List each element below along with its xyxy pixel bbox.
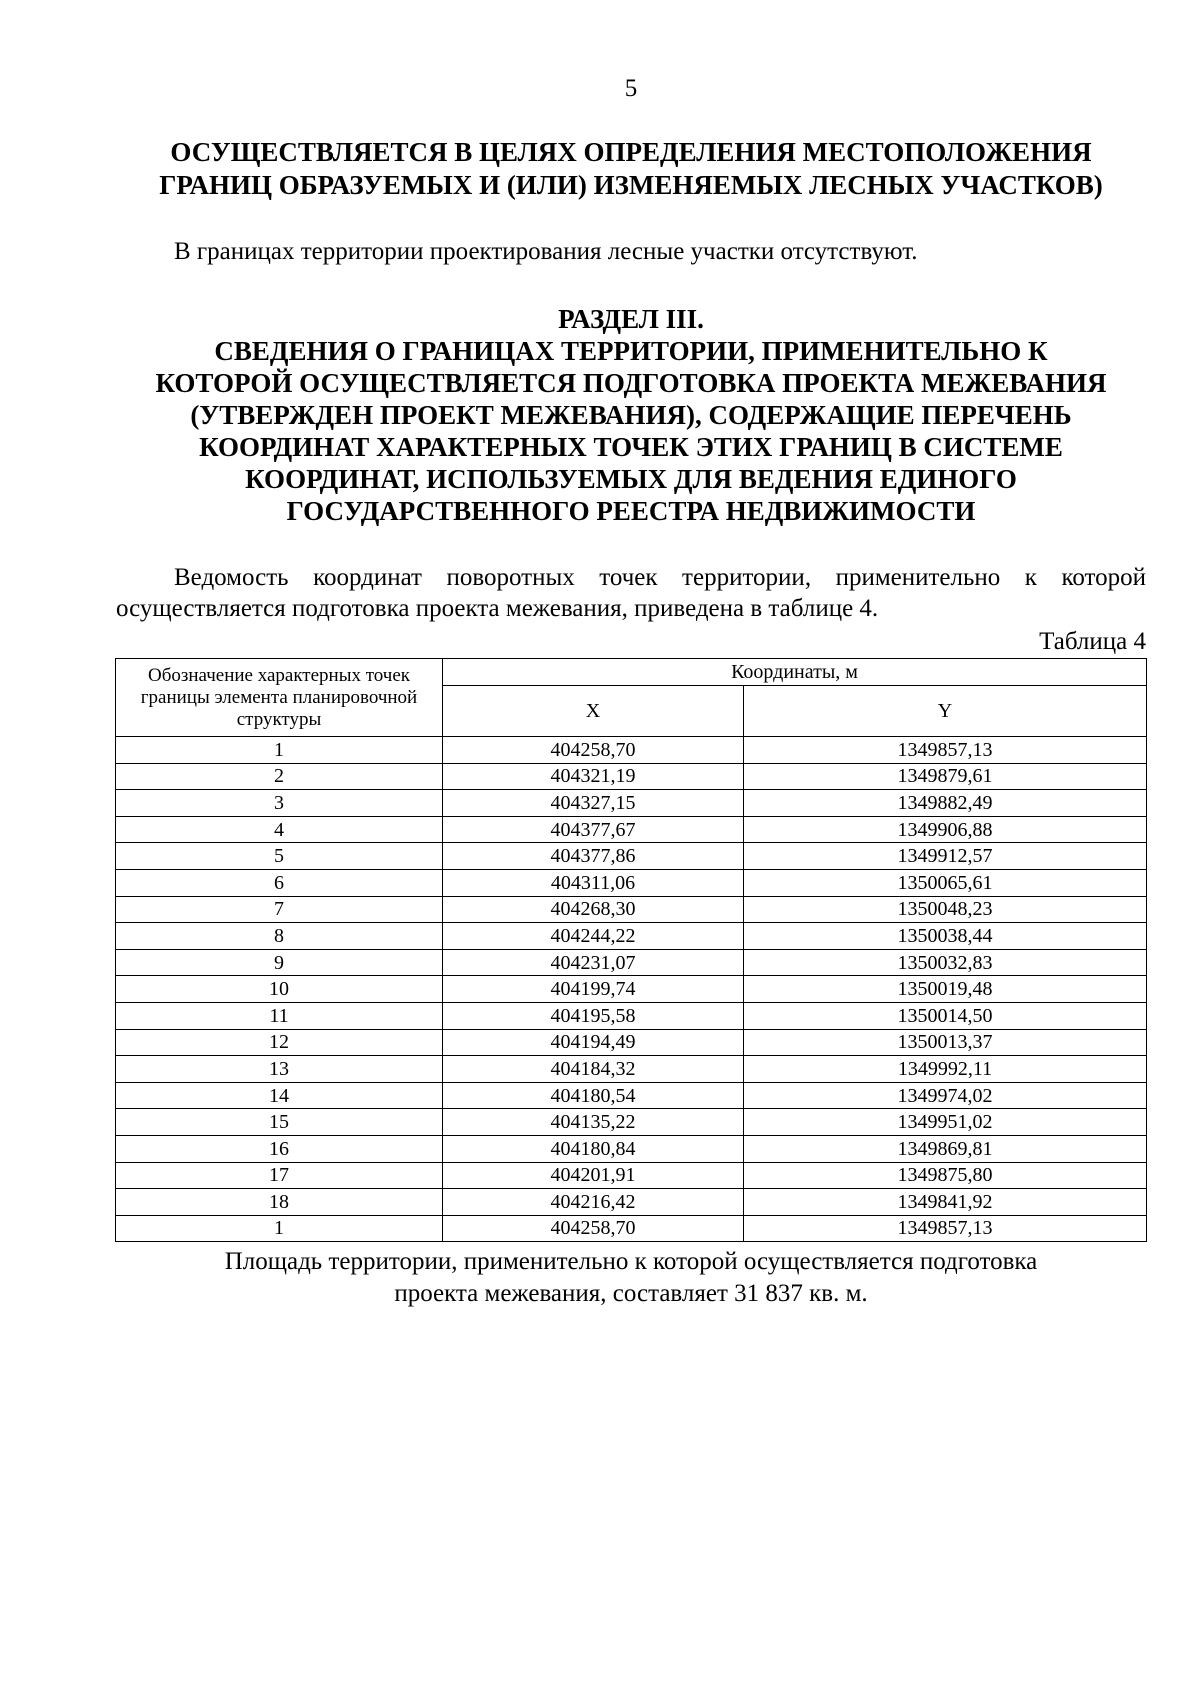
table-row xyxy=(116,1082,1147,1109)
point-number-cell: 1 xyxy=(116,737,443,764)
x-coordinate-cell: 404195,58 xyxy=(443,1002,744,1029)
section-heading-continued xyxy=(120,136,1142,202)
y-coordinate-cell: 1349841,92 xyxy=(744,1189,1147,1216)
x-coordinate-cell: 404377,86 xyxy=(443,843,744,870)
x-coordinate-cell: 404377,67 xyxy=(443,816,744,843)
table-row xyxy=(116,1002,1147,1029)
area-paragraph xyxy=(120,1246,1142,1310)
x-coordinate-cell: 404199,74 xyxy=(443,976,744,1003)
x-coordinate-cell: 404180,84 xyxy=(443,1135,744,1162)
x-coordinate-cell: 404216,42 xyxy=(443,1189,744,1216)
paragraph-line: осуществляется подготовка проекта межевания, приведена в таблице 4. xyxy=(116,595,879,622)
x-coordinate-cell: 404231,07 xyxy=(443,949,744,976)
heading-line: РАЗДЕЛ III. xyxy=(558,304,704,334)
x-coordinate-cell: 404244,22 xyxy=(443,923,744,950)
table-row xyxy=(116,843,1147,870)
point-number-cell: 5 xyxy=(116,843,443,870)
y-coordinate-cell: 1350013,37 xyxy=(744,1029,1147,1056)
heading-line: СВЕДЕНИЯ О ГРАНИЦАХ ТЕРРИТОРИИ, ПРИМЕНИТЕЛЬНО К xyxy=(214,336,1048,366)
point-number-cell: 8 xyxy=(116,923,443,950)
heading-line: КООРДИНАТ, ИСПОЛЬЗУЕМЫХ ДЛЯ ВЕДЕНИЯ ЕДИНОГО xyxy=(245,464,1017,494)
table-row xyxy=(116,816,1147,843)
coordinates-intro-paragraph xyxy=(116,562,1146,624)
table-row xyxy=(116,1215,1147,1242)
page-number: 5 xyxy=(624,75,638,102)
table-row xyxy=(116,976,1147,1003)
table-row xyxy=(116,790,1147,817)
table-row xyxy=(116,1135,1147,1162)
y-coordinate-cell: 1349882,49 xyxy=(744,790,1147,817)
heading-line: КООРДИНАТ ХАРАКТЕРНЫХ ТОЧЕК ЭТИХ ГРАНИЦ В СИСТЕМЕ xyxy=(199,432,1063,462)
table-caption: Таблица 4 xyxy=(1039,628,1146,655)
x-coordinate-cell: 404321,19 xyxy=(443,763,744,790)
point-number-cell: 13 xyxy=(116,1056,443,1083)
section-iii-heading xyxy=(120,303,1142,527)
table-row xyxy=(116,737,1147,764)
y-coordinate-cell: 1350038,44 xyxy=(744,923,1147,950)
x-coordinate-cell: 404311,06 xyxy=(443,869,744,896)
point-number-cell: 9 xyxy=(116,949,443,976)
paragraph-line: Площадь территории, применительно к которой осуществляется подготовка xyxy=(224,1248,1038,1275)
table-row xyxy=(116,1056,1147,1083)
table-row xyxy=(116,1029,1147,1056)
y-coordinate-cell: 1350014,50 xyxy=(744,1002,1147,1029)
forest-plots-paragraph: В границах территории проектирования лесные участки отсутствуют. xyxy=(174,238,918,265)
table-row xyxy=(116,1189,1147,1216)
table-row xyxy=(116,869,1147,896)
x-coordinate-cell: 404194,49 xyxy=(443,1029,744,1056)
table-row xyxy=(116,896,1147,923)
point-number-cell: 2 xyxy=(116,763,443,790)
header-coordinates: Координаты, м xyxy=(443,659,1147,686)
header-y: Y xyxy=(744,686,1147,737)
paragraph-line: Ведомость координат поворотных точек территории, применительно к которой xyxy=(174,564,1146,591)
point-number-cell: 4 xyxy=(116,816,443,843)
x-coordinate-cell: 404258,70 xyxy=(443,1215,744,1242)
table-row xyxy=(116,1162,1147,1189)
x-coordinate-cell: 404201,91 xyxy=(443,1162,744,1189)
heading-line: (УТВЕРЖДЕН ПРОЕКТ МЕЖЕВАНИЯ), СОДЕРЖАЩИЕ ПЕРЕЧЕНЬ xyxy=(190,400,1072,430)
x-coordinate-cell: 404180,54 xyxy=(443,1082,744,1109)
header-x: X xyxy=(443,686,744,737)
x-coordinate-cell: 404327,15 xyxy=(443,790,744,817)
y-coordinate-cell: 1349875,80 xyxy=(744,1162,1147,1189)
y-coordinate-cell: 1349912,57 xyxy=(744,843,1147,870)
x-coordinate-cell: 404258,70 xyxy=(443,737,744,764)
x-coordinate-cell: 404268,30 xyxy=(443,896,744,923)
heading-line: ОСУЩЕСТВЛЯЕТСЯ В ЦЕЛЯХ ОПРЕДЕЛЕНИЯ МЕСТОПОЛОЖЕНИЯ xyxy=(170,137,1092,167)
y-coordinate-cell: 1350065,61 xyxy=(744,869,1147,896)
point-number-cell: 11 xyxy=(116,1002,443,1029)
point-number-cell: 14 xyxy=(116,1082,443,1109)
point-number-cell: 15 xyxy=(116,1109,443,1136)
table-row xyxy=(116,923,1147,950)
point-number-cell: 17 xyxy=(116,1162,443,1189)
x-coordinate-cell: 404135,22 xyxy=(443,1109,744,1136)
x-coordinate-cell: 404184,32 xyxy=(443,1056,744,1083)
heading-line: КОТОРОЙ ОСУЩЕСТВЛЯЕТСЯ ПОДГОТОВКА ПРОЕКТА МЕЖЕВАНИЯ xyxy=(155,368,1107,398)
heading-line: ГОСУДАРСТВЕННОГО РЕЕСТРА НЕДВИЖИМОСТИ xyxy=(286,496,976,526)
y-coordinate-cell: 1349857,13 xyxy=(744,737,1147,764)
point-number-cell: 7 xyxy=(116,896,443,923)
table-body xyxy=(116,737,1147,1242)
y-coordinate-cell: 1349869,81 xyxy=(744,1135,1147,1162)
y-coordinate-cell: 1349951,02 xyxy=(744,1109,1147,1136)
heading-line: ГРАНИЦ ОБРАЗУЕМЫХ И (ИЛИ) ИЗМЕНЯЕМЫХ ЛЕСНЫХ УЧАСТКОВ) xyxy=(159,170,1103,200)
point-number-cell: 12 xyxy=(116,1029,443,1056)
table-row xyxy=(116,763,1147,790)
y-coordinate-cell: 1349992,11 xyxy=(744,1056,1147,1083)
y-coordinate-cell: 1350019,48 xyxy=(744,976,1147,1003)
y-coordinate-cell: 1349906,88 xyxy=(744,816,1147,843)
y-coordinate-cell: 1349857,13 xyxy=(744,1215,1147,1242)
point-number-cell: 18 xyxy=(116,1189,443,1216)
header-points: Обозначение характерных точек границы элемента планировочной структуры xyxy=(116,659,443,737)
coordinates-table xyxy=(115,658,1147,1242)
y-coordinate-cell: 1350032,83 xyxy=(744,949,1147,976)
paragraph-line: проекта межевания, составляет 31 837 кв. м. xyxy=(394,1280,868,1307)
point-number-cell: 3 xyxy=(116,790,443,817)
table-row xyxy=(116,1109,1147,1136)
y-coordinate-cell: 1349879,61 xyxy=(744,763,1147,790)
y-coordinate-cell: 1349974,02 xyxy=(744,1082,1147,1109)
y-coordinate-cell: 1350048,23 xyxy=(744,896,1147,923)
point-number-cell: 6 xyxy=(116,869,443,896)
point-number-cell: 1 xyxy=(116,1215,443,1242)
point-number-cell: 10 xyxy=(116,976,443,1003)
point-number-cell: 16 xyxy=(116,1135,443,1162)
table-row xyxy=(116,949,1147,976)
